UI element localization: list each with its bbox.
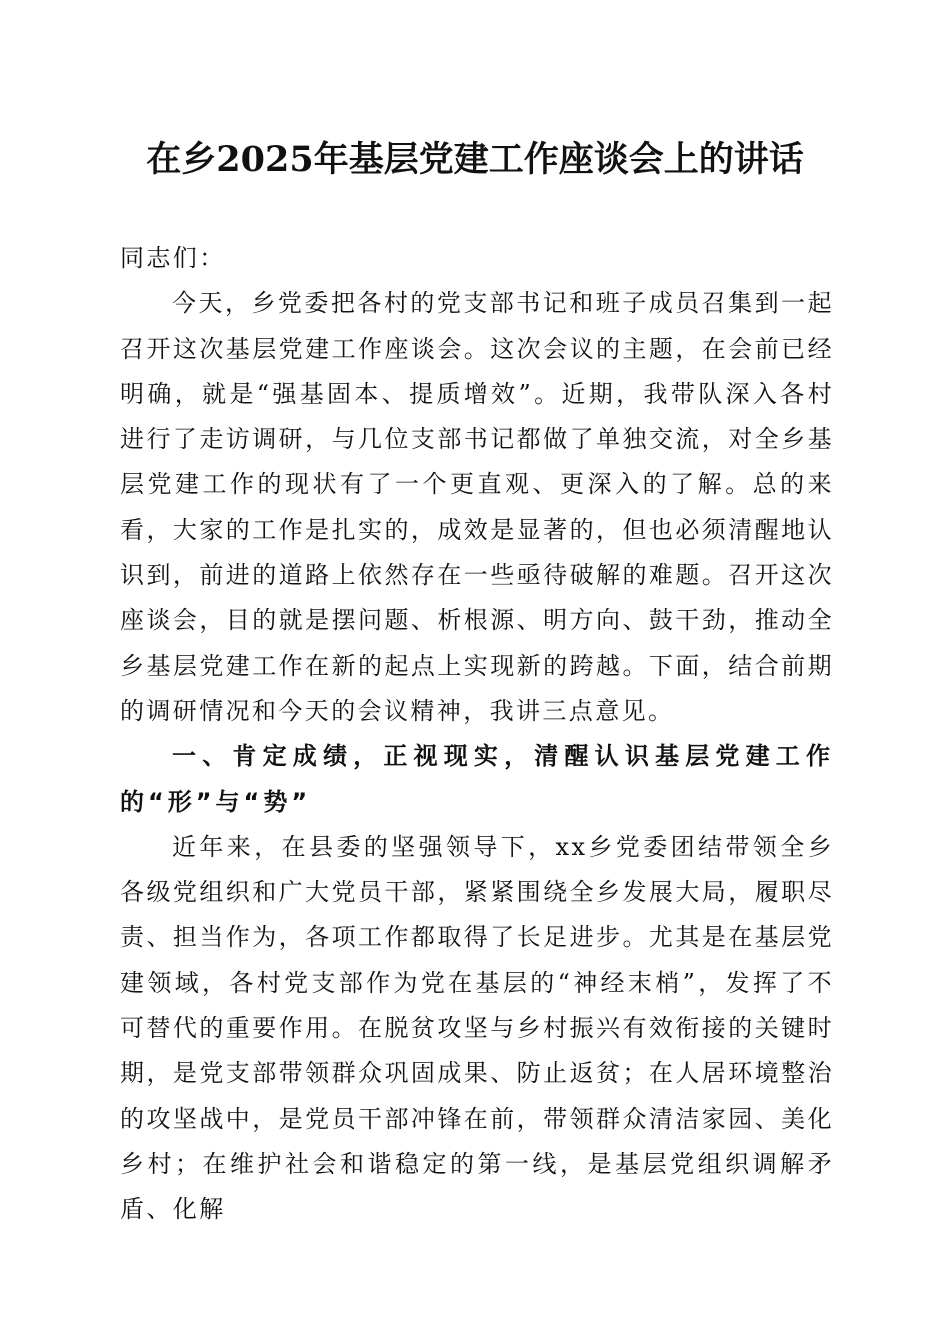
document-title: 在乡2025年基层党建工作座谈会上的讲话 <box>146 139 804 180</box>
salutation: 同志们： <box>120 244 226 272</box>
section-1-paragraph: 近年来，在县委的坚强领导下，xx乡党委团结带领全乡各级党组织和广大党员干部，紧紧围绕全乡发展大局，履职尽责、担当作为，各项工作都取得了长足进步。尤其是在基层党建领域，各村党支部作为党在基层的“神经末梢”，发挥了不可替代的重要作用。在脱贫攻坚与乡村振兴有效衔接的关键时期，是党支部带领群众巩固成果、防止返贫；在人居环境整治的攻坚战中，是党员干部冲锋在前，带领群众清洁家园、美化乡村；在维护社会和谐稳定的第一线，是基层党组织调解矛盾、化解 <box>120 832 834 1224</box>
section-1-heading: 一、肯定成绩，正视现实，清醒认识基层党建工作的“形”与“势” <box>120 742 834 816</box>
intro-paragraph: 今天，乡党委把各村的党支部书记和班子成员召集到一起召开这次基层党建工作座谈会。这次会议的主题，在会前已经明确，就是“强基固本、提质增效”。近期，我带队深入各村进行了走访调研，与几位支部书记都做了单独交流，对全乡基层党建工作的现状有了一个更直观、更深入的了解。总的来看，大家的工作是扎实的，成效是显著的，但也必须清醒地认识到，前进的道路上依然存在一些亟待破解的难题。召开这次座谈会，目的就是摆问题、析根源、明方向、鼓干劲，推动全乡基层党建工作在新的起点上实现新的跨越。下面，结合前期的调研情况和今天的会议精神，我讲三点意见。 <box>120 289 834 725</box>
document-body <box>120 236 834 1233</box>
